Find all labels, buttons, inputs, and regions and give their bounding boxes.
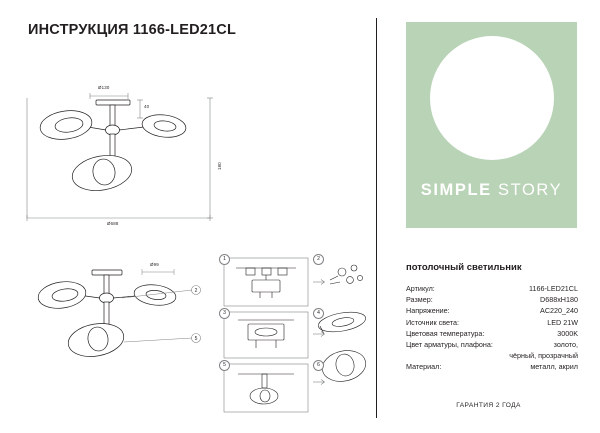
brand-word-story: STORY [497, 181, 563, 199]
spec-label: Источник света: [406, 317, 459, 327]
brand-logo-card [406, 22, 577, 228]
dim-top-diameter: Ø130 [98, 85, 110, 90]
svg-text:2: 2 [194, 288, 198, 294]
spec-row [406, 361, 578, 372]
spec-value: золото, [553, 340, 578, 350]
spec-row [406, 350, 578, 361]
spec-value: 1166-LED21CL [528, 284, 578, 293]
step-marker-3: 3 [219, 308, 230, 319]
spec-label: Цвет арматуры, плафона: [406, 340, 493, 350]
spec-row [406, 283, 578, 294]
spec-value: AC220_240 [540, 306, 578, 316]
brand-wordmark [406, 181, 577, 200]
logo-circle-shape [430, 36, 554, 160]
svg-text:5: 5 [194, 336, 198, 342]
dim-overall-width: Ø688 [107, 221, 119, 226]
spec-value: D688xH180 [540, 295, 578, 305]
dim-overall-height: 180 [217, 162, 222, 170]
spec-label: Артикул: [406, 284, 435, 293]
spec-row [406, 328, 578, 339]
spec-row [406, 294, 578, 305]
spec-label: Размер: [406, 295, 433, 305]
spec-value: чёрный, прозрачный [509, 351, 578, 361]
step-marker-4: 4 [313, 308, 324, 319]
warranty-note: ГАРАНТИЯ 2 ГОДА [456, 402, 521, 409]
spec-label: Цветовая температура: [406, 328, 485, 338]
brand-word-simple: SIMPLE [420, 181, 492, 199]
spec-row [406, 339, 578, 350]
spec-value: металл, акрил [530, 362, 578, 372]
step-marker-1: 1 [219, 254, 230, 265]
dim-detail-diameter: Ø99 [150, 262, 159, 267]
product-subtitle: потолочный светильник [406, 262, 522, 273]
step-marker-2: 2 [313, 254, 324, 265]
assembly-instructions [24, 250, 372, 415]
spec-row [406, 317, 578, 328]
step-marker-5: 5 [219, 360, 230, 371]
product-specs-table [406, 283, 578, 373]
step-marker-6: 6 [313, 360, 324, 371]
spec-value: LED 21W [547, 317, 578, 327]
main-technical-drawing [24, 78, 236, 230]
spec-label: Материал: [406, 362, 442, 372]
spec-value: 3000K [557, 328, 578, 338]
page-title: ИНСТРУКЦИЯ 1166-LED21CL [28, 22, 237, 38]
spec-label: Напряжение: [406, 306, 450, 316]
dim-top-height: 40 [144, 104, 150, 109]
right-column [377, 0, 600, 433]
spec-row [406, 305, 578, 316]
